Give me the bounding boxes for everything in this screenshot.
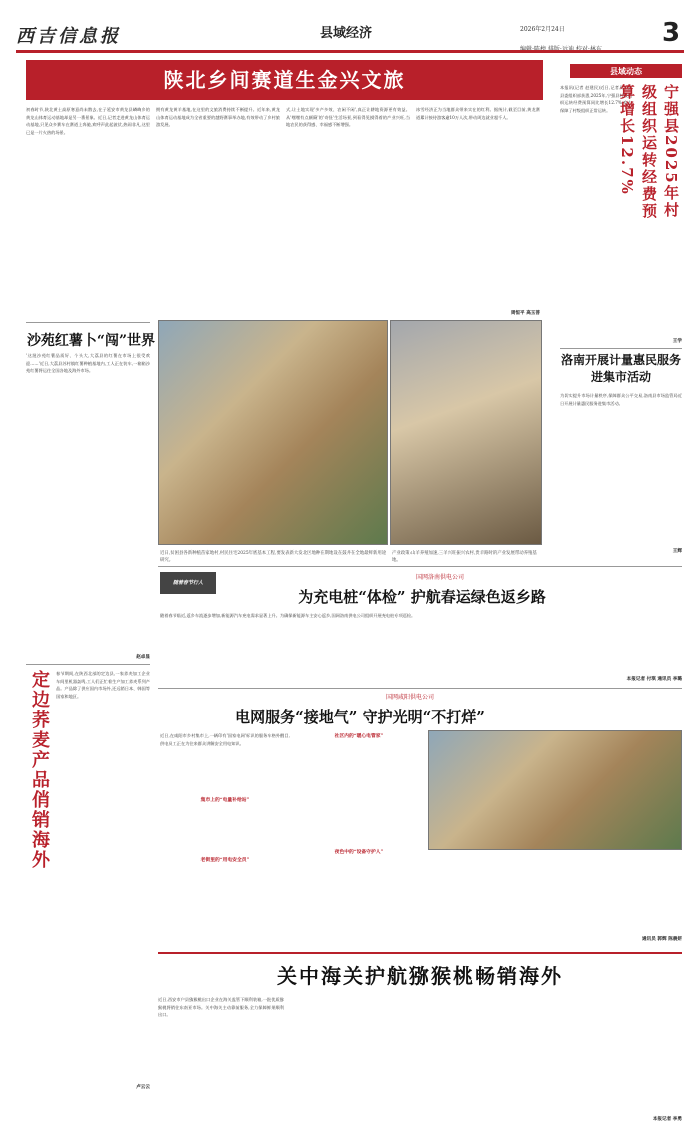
xianyang-power-org: 国网咸阳供电公司 — [385, 694, 434, 701]
power-sub1-body — [160, 806, 290, 850]
divider — [158, 566, 682, 567]
luonan-power-org: 国网洛南供电公司 — [415, 574, 464, 581]
power-sub2: 老街里的“用电安全员” — [200, 857, 250, 863]
main-article-col3: 式,让土地实现'多产多效、农闲不闲',真正让耕地资源更有效益。从'嘿嘿有点颠簸'的'奇怪'生活场景,到看得见摸得着的产业兴旺,当地农民的获得感、幸福感不断增强。 — [286, 107, 410, 128]
charging-body: 随着春节临近,返乡车流逐步增加,新能源汽车充电需求显著上升。为确保新能源车主安心返乡,国网洛南供电公司组织开展充电桩专项巡检。 — [160, 613, 416, 618]
charging-byline: 本报记者 付琪 通讯员 李璐 — [626, 677, 682, 682]
issue-date: 2026年2月24日 — [520, 26, 565, 33]
power-sub4-body — [294, 858, 424, 948]
luonan-headline: 洛南开展计量惠民服务进集市活动 — [560, 353, 681, 384]
photo-power-workers — [428, 730, 682, 850]
kiwi-body-col4 — [554, 996, 682, 1114]
divider — [26, 664, 150, 665]
power-body-right — [428, 856, 682, 916]
main-article-col4: 冰雪经济正为当地群众带来实在的红利。据统计,截至目前,黄龙赛道累计接待游客逾10万人次,带动周边就业超千人。 — [416, 107, 540, 120]
power-sub1: 集市上的“电量补给站” — [200, 797, 250, 803]
main-headline: 陕北乡间赛道生金兴文旅 — [26, 60, 543, 100]
county-news-label: 县域动态 — [570, 64, 682, 78]
power-sub3: 社区内的“暖心电管家” — [334, 733, 384, 739]
power-byline: 通讯员 郭辉 陈晨妍 — [642, 937, 682, 942]
divider — [26, 322, 150, 323]
kiwi-headline: 关中海关护航猕猴桃畅销海外 — [277, 964, 563, 988]
buckwheat-byline: 卢云云 — [136, 1085, 150, 1090]
kiwi-body-col3 — [422, 996, 548, 1122]
buckwheat-headline: 定边荞麦产品俏销海外 — [29, 670, 50, 870]
photo-caption-left: 近日,贫困县各新种植苗家地村,村民住宅2025年底基本工程,要发表新大发北区地种在期地设在鼓井在全地最鲜新用途研究。 — [160, 551, 387, 563]
power-service-headline: 电网服务“接地气” 守护光明“不打烊” — [235, 708, 485, 726]
divider — [560, 348, 682, 349]
ningqiang-headline: 宁强县2025年村级组织运转经费预算增长12.7% — [618, 84, 680, 220]
photo-field-right — [390, 320, 542, 545]
power-sub2-body — [160, 866, 290, 946]
ningqiang-body-cont — [560, 234, 682, 334]
ningqiang-body: 本报讯(记者 赵建民)近日,记者从宁强县委组织部获悉,2025年,宁强县村级组织运转经费预算同比增长12.7%,有力保障了村级组织正常运转。 — [560, 85, 632, 113]
power-sub3-body — [294, 742, 424, 842]
charging-headline: 为充电桩“体检” 护航春运绿色返乡路 — [298, 588, 546, 606]
luonan-byline: 王辉 — [672, 549, 682, 554]
sweet-potato-byline: 赵卓显 — [136, 655, 150, 660]
section-title: 县域经济 — [320, 26, 373, 41]
masthead-logo: 西吉信息报 — [16, 26, 121, 47]
divider — [158, 952, 682, 954]
photo-field-left — [158, 320, 388, 545]
charging-body-cont — [506, 612, 682, 672]
page-number: 3 — [662, 18, 681, 48]
buckwheat-body: 春节期间,在陕西北部的定边县,一家荞麦加工企业车间里机器轰鸣,工人们正忙着生产加工荞麦系列产品。产品除了供应国内市场外,还远销日本、韩国等国家和地区。 — [56, 671, 150, 699]
sweet-potato-body: '这批沙苑红薯品质好、个头大,大荔县的红薯在市场上很受欢迎……'近日,大荔县苏村镇红薯种植基地内,工人正在装车,一箱箱沙苑红薯将运往全国各地及海外市场。 — [26, 353, 150, 374]
ningqiang-byline: 王学 — [672, 339, 682, 344]
kiwi-body: 近日,西安市户县猕猴桃出口企业在海关监管下顺利装箱,一批优质猕猴桃将销往东南亚市场。关中海关主动靠前服务,全力保障鲜果顺利出口。 — [158, 997, 284, 1018]
main-article-col1: 初春时节,陕北黄土高原寒意尚未散去,在子延安市黄龙县嶙峋乡的黄龙山体育运动基地却是另一番景象。近日,记者走进黄龙山体育运动基地,只见众多赛车在赛道上奔驰,欢呼声此起彼伏,热闹非凡,这里已是一片火热的场景。 — [26, 107, 150, 135]
power-body: 近日,在咸阳市乡村集市上,一辆印有'国家电网'标识的服务车格外醒目,供电员工正在为往来群众讲解安全用电知识。 — [160, 733, 290, 746]
masthead-rule — [16, 50, 684, 53]
luonan-body: 为切实提升市场计量秩序,保障群众公平交易,洛南县市场监管局近日开展计量惠民服务进集市活动。 — [560, 393, 682, 406]
buckwheat-body-cont — [26, 980, 150, 1080]
divider — [158, 688, 682, 689]
kiwi-body-col2 — [290, 996, 416, 1122]
kiwi-byline: 本报记者 李勇 — [652, 1117, 682, 1122]
column-tag: 随着春节行人 — [160, 572, 216, 594]
main-article-col2: 拥有黄龙黄羊基地,在这里的文旅消费持续不断提升。近年来,黄龙山体育运动基地成为全省重要的越野赛事举办地,有效带动了乡村旅游发展。 — [156, 107, 280, 128]
sweet-potato-headline: 沙苑红薯卜“闯”世界 — [26, 333, 156, 349]
photo-caption-right: 产业政策:山羊养殖加速,三羊兴旺振兴农村,贵羊路时的产业发展带动养殖基地。 — [392, 551, 537, 563]
power-sub4: 夜色中的“设备守护人” — [334, 849, 384, 855]
main-article-byline: 周恒平 高玉菩 — [510, 311, 540, 316]
